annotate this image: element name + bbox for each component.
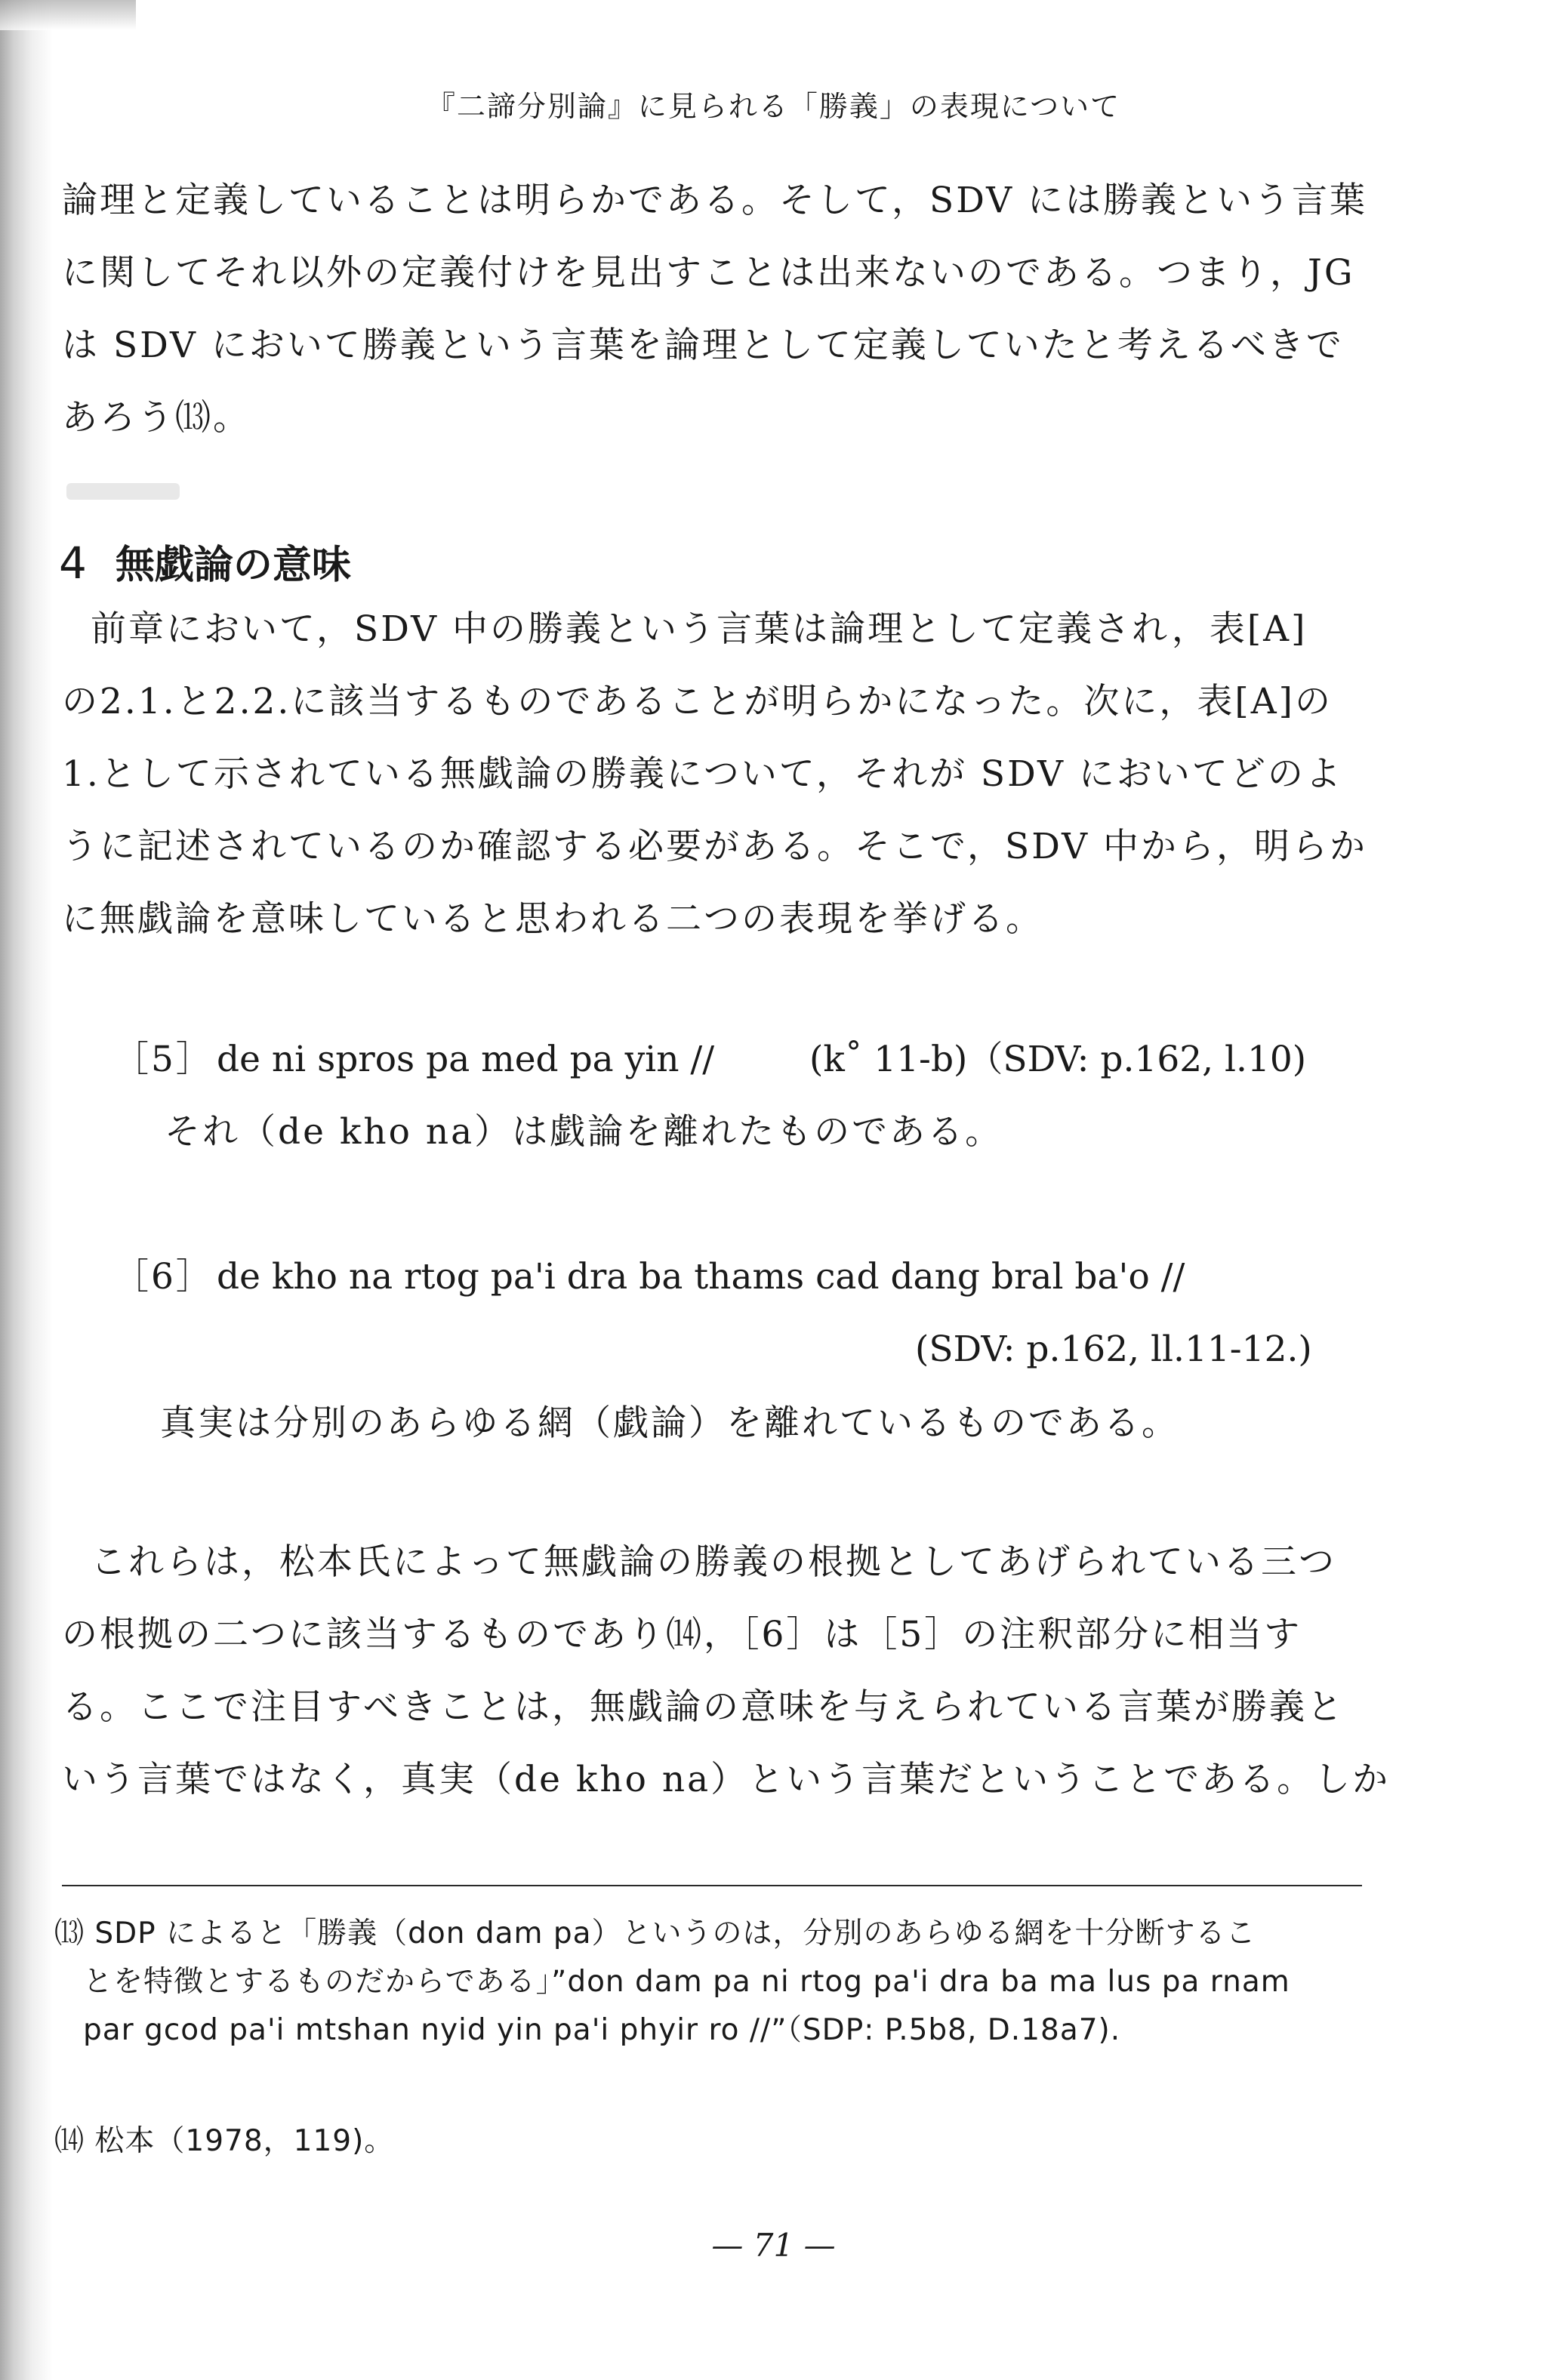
text-line: 論理と定義していることは明らかである。そして，SDV には勝義という言葉 bbox=[62, 180, 1367, 221]
quote-label: ［6］ bbox=[113, 1256, 214, 1298]
footnote-13: ⒀ SDP によると「勝義（don dam pa）というのは，分別のあらゆる網を十分断するこ bbox=[54, 1917, 1256, 1950]
text-line: に関してそれ以外の定義付けを見出すことは出来ないのである。つまり，JG bbox=[62, 252, 1355, 294]
text-line: 1.として示されている無戯論の勝義について，それが SDV においてどのよ bbox=[62, 753, 1343, 795]
section-number: 4 bbox=[59, 537, 87, 589]
footnote-13-cont: par gcod pa'i mtshan nyid yin pa'i phyir ro //”（SDP: P.5b8, D.18a7). bbox=[83, 2013, 1121, 2047]
text-line: に無戯論を意味していると思われる二つの表現を挙げる。 bbox=[62, 898, 1043, 940]
text-line: 前章において，SDV 中の勝義という言葉は論理として定義され，表[A] bbox=[91, 608, 1308, 650]
quote-tibetan: de kho na rtog pa'i dra ba thams cad dang bral ba'o // bbox=[217, 1256, 1185, 1298]
quote-reference: (k˚ 11-b)（SDV: p.162, l.10) bbox=[809, 1039, 1307, 1080]
running-head: 『二諦分別論』に見られる「勝義」の表現について bbox=[426, 90, 1121, 123]
quote-translation: それ（de kho na）は戯論を離れたものである。 bbox=[165, 1111, 1003, 1153]
quote-label: ［5］ bbox=[113, 1039, 214, 1080]
footnote-14: ⒁ 松本（1978，119)。 bbox=[54, 2124, 395, 2158]
page-number: — 71 — bbox=[711, 2227, 836, 2264]
text-line: は SDV において勝義という言葉を論理として定義していたと考えるべきで bbox=[62, 325, 1344, 366]
section-heading bbox=[59, 533, 351, 590]
footnote-rule bbox=[62, 1885, 1362, 1886]
scan-shadow-corner bbox=[0, 0, 136, 30]
section-title: 無戯論の意味 bbox=[115, 543, 351, 588]
text-line: これらは，松本氏によって無戯論の勝義の根拠としてあげられている三つ bbox=[91, 1541, 1336, 1583]
scan-smudge bbox=[66, 483, 180, 500]
scan-shadow-edge bbox=[0, 0, 53, 2380]
text-line: いう言葉ではなく，真実（de kho na）という言葉だということである。しか bbox=[62, 1759, 1391, 1800]
text-line: うに記述されているのか確認する必要がある。そこで，SDV 中から，明らか bbox=[62, 826, 1367, 867]
quote-reference: (SDV: p.162, ll.11-12.) bbox=[915, 1329, 1312, 1370]
footnote-13-cont: とを特徴とするものだからである」”don dam pa ni rtog pa'i dra ba ma lus pa rnam bbox=[83, 1965, 1290, 1999]
quote-tibetan: de ni spros pa med pa yin // bbox=[217, 1039, 715, 1080]
text-line: の根拠の二つに該当するものであり⒁，［6］は［5］の注釈部分に相当す bbox=[62, 1614, 1302, 1655]
text-line: あろう⒀。 bbox=[62, 397, 251, 439]
text-line: の2.1.と2.2.に該当するものであることが明らかになった。次に，表[A]の bbox=[62, 681, 1333, 722]
quote-translation: 真実は分別のあらゆる網（戯論）を離れているものである。 bbox=[160, 1402, 1179, 1444]
text-line: る。ここで注目すべきことは，無戯論の意味を与えられている言葉が勝義と bbox=[62, 1686, 1345, 1728]
